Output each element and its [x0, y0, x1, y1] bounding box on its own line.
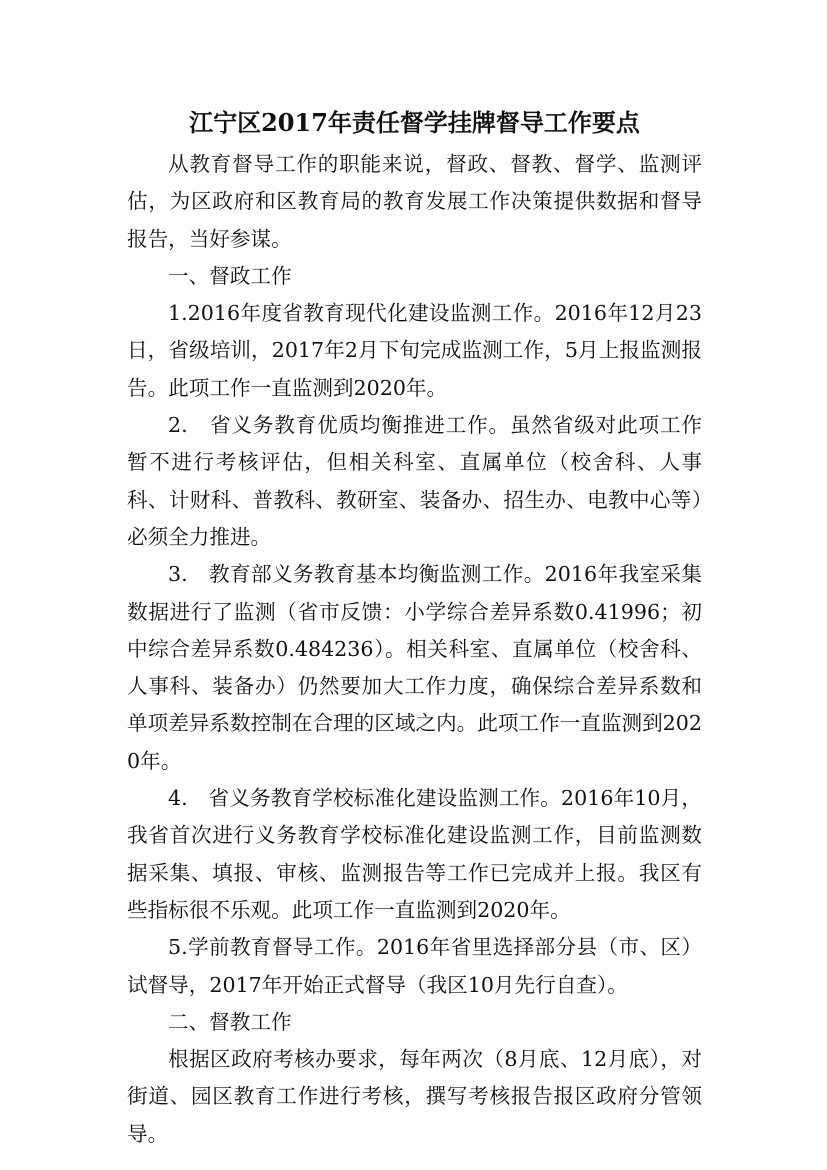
section-heading-supervise-teaching: 二、督教工作 — [168, 1009, 292, 1034]
section-heading-supervise-government: 一、督政工作 — [168, 263, 292, 288]
document-title: 江宁区2017年责任督学挂牌督导工作要点 — [189, 108, 640, 137]
paragraph-teaching-assessment: 根据区政府考核办要求，每年两次（8月底、12月底），对街道、园区教育工作进行考核，撰写考核报告报区政府分管领导。 — [127, 1047, 702, 1146]
paragraph-intro: 从教育督导工作的职能来说，督政、督教、督学、监测评估，为区政府和区教育局的教育发展工作决策提供数据和督导报告，当好参谋。 — [127, 152, 702, 251]
paragraph-item-2: 2. 省义务教育优质均衡推进工作。虽然省级对此项工作暂不进行考核评估，但相关科室、直属单位（校舍科、人事科、计财科、普教科、教研室、装备办、招生办、电教中心等）必须全力推进。 — [127, 413, 702, 549]
paragraph-item-3: 3. 教育部义务教育基本均衡监测工作。2016年我室采集数据进行了监测（省市反馈：小学综合差异系数0.41996；初中综合差异系数0.484236）。相关科室、直属单位（校舍科、人事科、装备办）仍然要加大工作力度，确保综合差异系数和单项差异系数控制在合理的区域之内。此项工作一直监测到2020年。 — [127, 562, 702, 773]
paragraph-item-4: 4. 省义务教育学校标准化建设监测工作。2016年10月，我省首次进行义务教育学校标准化建设监测工作，目前监测数据采集、填报、审核、监测报告等工作已完成并上报。我区有些指标很不乐观。此项工作一直监测到2020年。 — [127, 786, 702, 922]
document-page — [127, 100, 702, 1153]
paragraph-item-5: 5.学前教育督导工作。2016年省里选择部分县（市、区）试督导，2017年开始正式督导（我区10月先行自查）。 — [127, 935, 702, 997]
paragraph-item-1: 1.2016年度省教育现代化建设监测工作。2016年12月23日，省级培训，2017年2月下旬完成监测工作，5月上报监测报告。此项工作一直监测到2020年。 — [127, 301, 702, 400]
